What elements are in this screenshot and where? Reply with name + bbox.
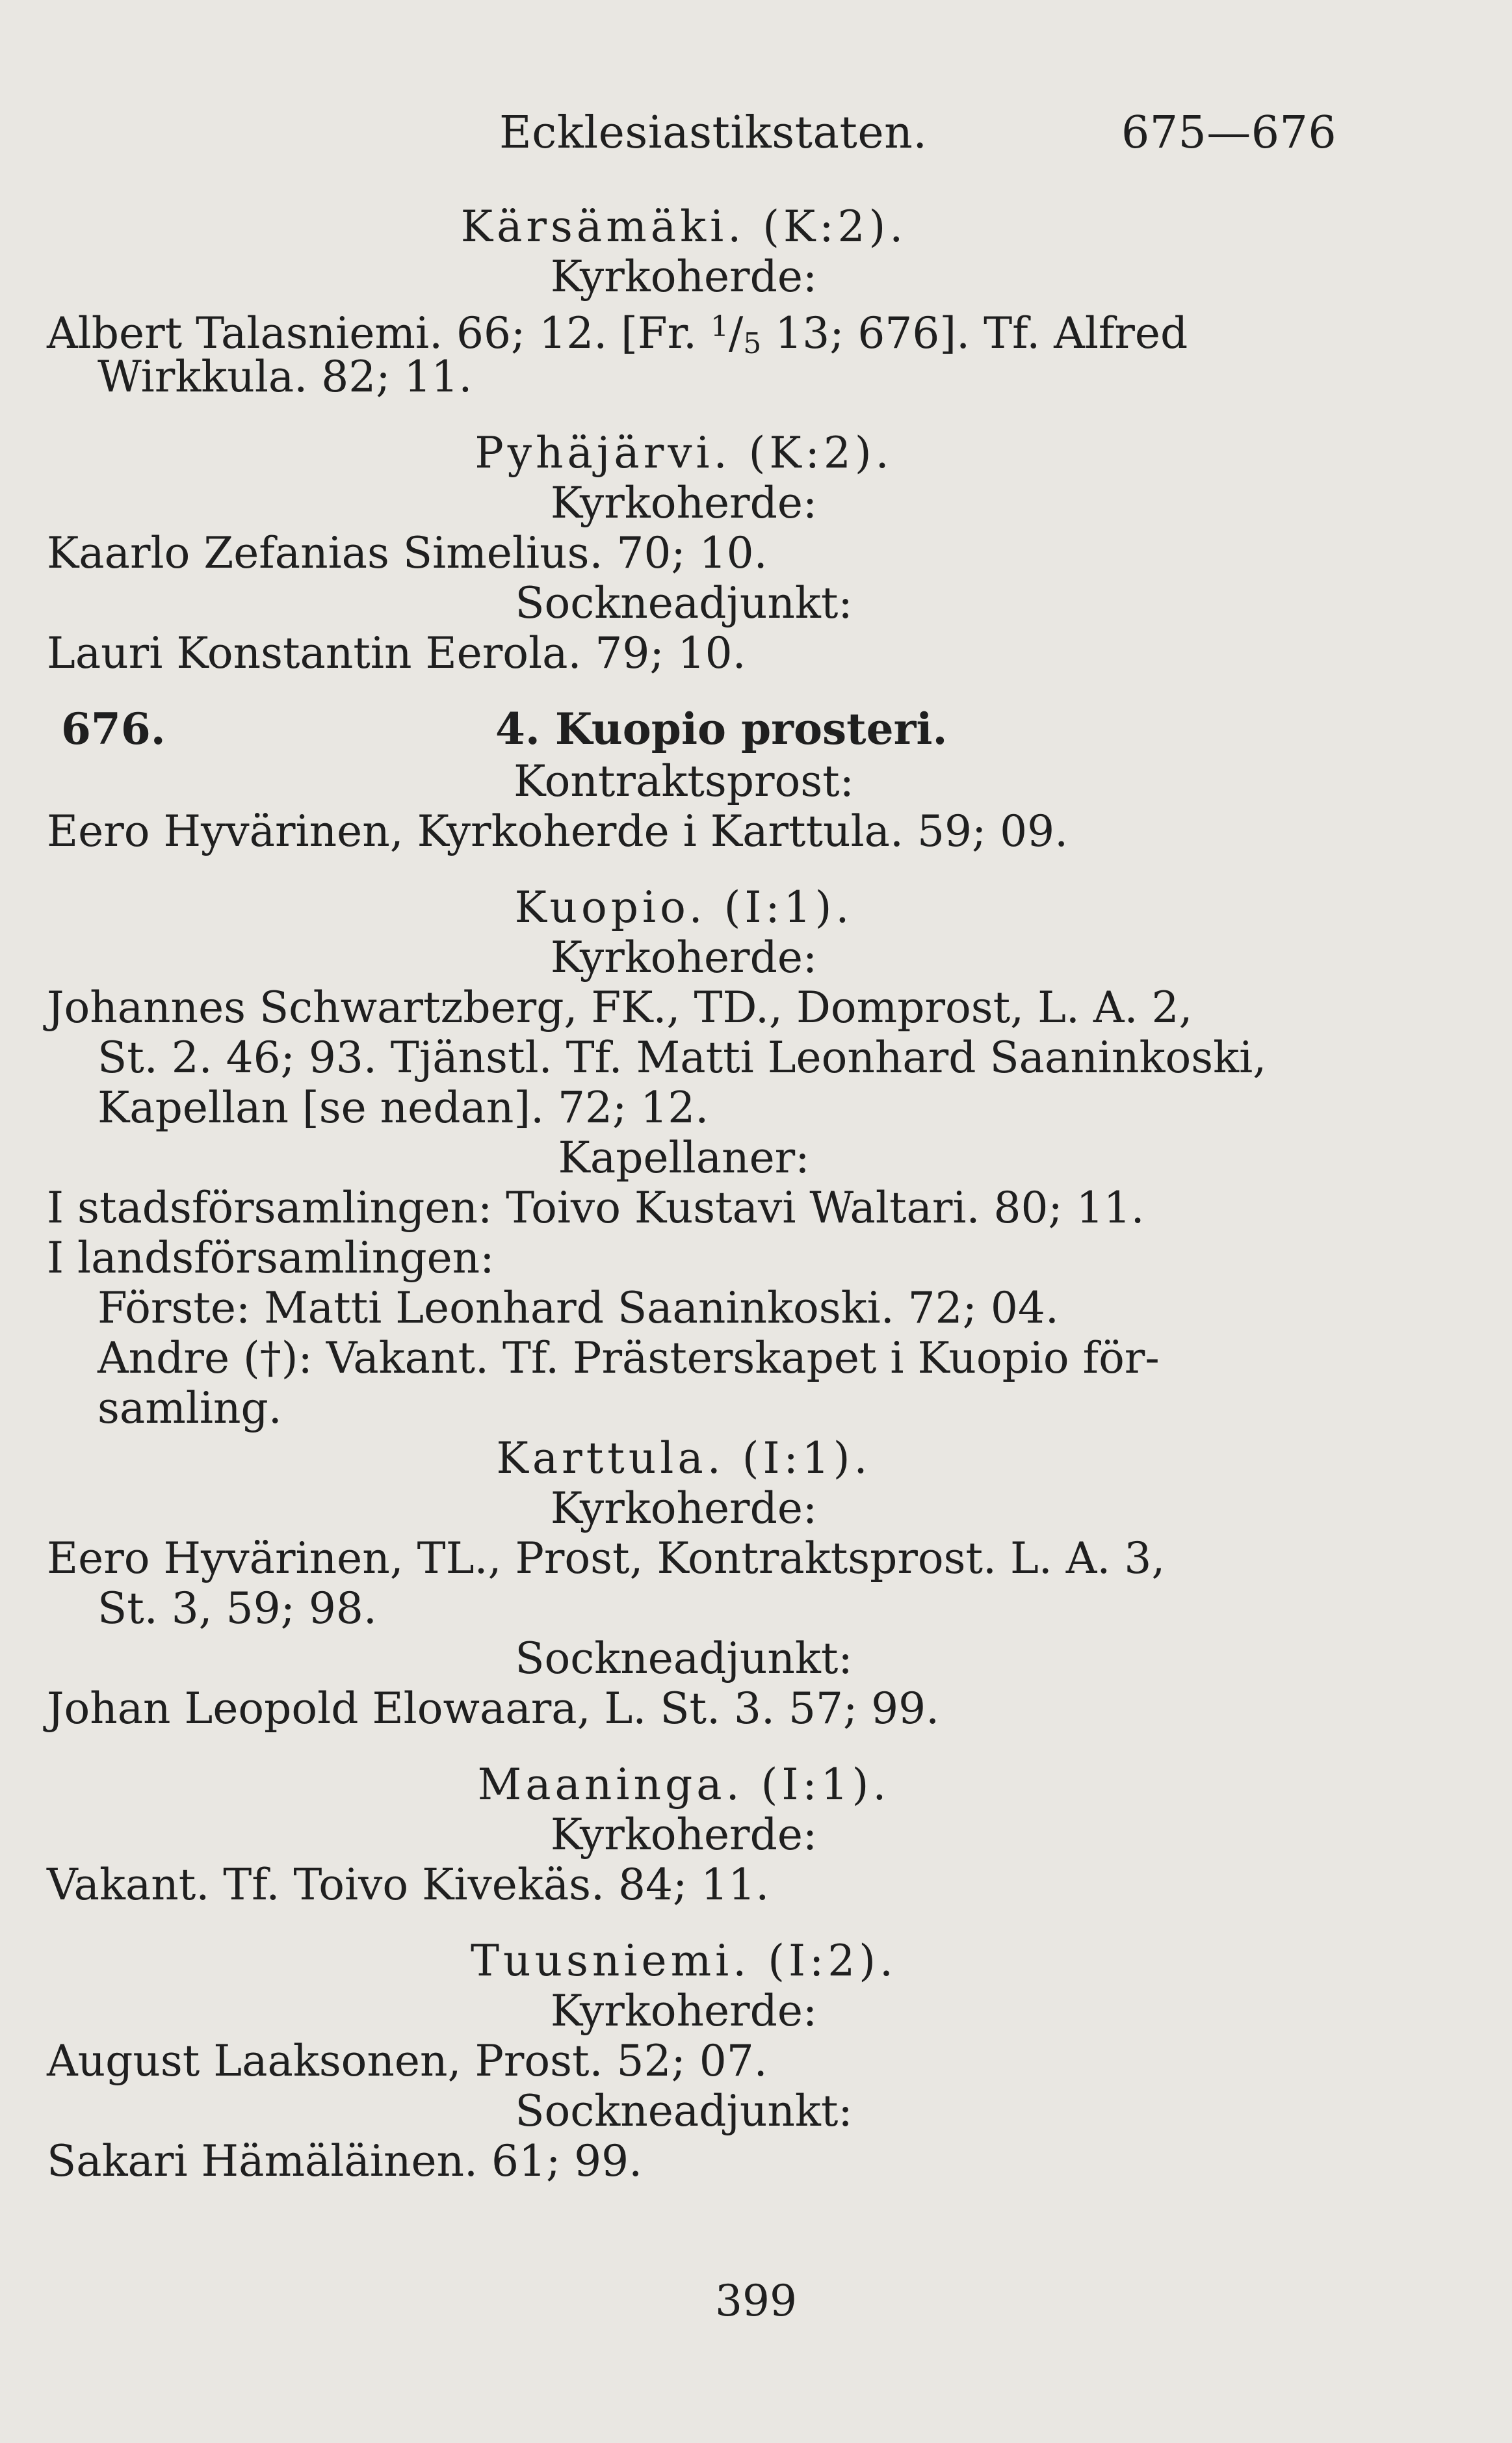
parish-heading-karsamaki: Kärsämäki. (K:2). [460, 202, 907, 252]
running-header-columns: 675—676 [1121, 107, 1337, 159]
role-heading: Kontraktsprost: [514, 756, 854, 806]
entry-line: Johannes Schwartzberg, FK., TD., Domprost, L. A. 2, [47, 983, 1193, 1033]
fraction-numerator: 1 [710, 310, 729, 343]
entry-line: Sakari Hämäläinen. 61; 99. [47, 2136, 643, 2186]
entry-line: August Laaksonen, Prost. 52; 07. [47, 2036, 768, 2086]
role-heading: Kyrkoherde: [550, 1986, 818, 2036]
parish-heading-tuusniemi: Tuusniemi. (I:2). [470, 1936, 897, 1986]
role-heading: Sockneadjunkt: [515, 2086, 853, 2136]
entry-line: St. 2. 46; 93. Tjänstl. Tf. Matti Leonhard Saaninkoski, [98, 1033, 1267, 1083]
entry-line: I landsförsamlingen: [47, 1233, 495, 1283]
parish-heading-kuopio: Kuopio. (I:1). [514, 882, 854, 932]
role-heading: Sockneadjunkt: [515, 578, 853, 628]
section-heading [47, 704, 1321, 756]
entry-line: Eero Hyvärinen, TL., Prost, Kontraktsprost. L. A. 3, [47, 1533, 1166, 1583]
entry-line: Wirkkula. 82; 11. [98, 352, 473, 402]
parish-heading-maaninga: Maaninga. (I:1). [477, 1760, 891, 1810]
entry-text: 13; 676]. Tf. Alfred [761, 308, 1188, 358]
entry-line: samling. [98, 1383, 282, 1433]
entry-text: Albert Talasniemi. 66; 12. [Fr. [47, 308, 710, 358]
role-heading: Kyrkoherde: [550, 478, 818, 528]
role-heading: Kapellaner: [558, 1133, 810, 1183]
entry-line: Vakant. Tf. Toivo Kivekäs. 84; 11. [47, 1860, 770, 1910]
role-heading: Sockneadjunkt: [515, 1633, 853, 1684]
page-number: 399 [715, 2276, 797, 2326]
entry-line: Lauri Konstantin Eerola. 79; 10. [47, 628, 746, 678]
entry-line: Johan Leopold Elowaara, L. St. 3. 57; 99. [47, 1684, 940, 1734]
role-heading: Kyrkoherde: [550, 932, 818, 983]
entry-line: I stadsförsamlingen: Toivo Kustavi Waltari. 80; 11. [47, 1183, 1145, 1233]
role-heading: Kyrkoherde: [550, 252, 818, 302]
running-header-title: Ecklesiastikstaten. [499, 107, 928, 159]
role-heading: Kyrkoherde: [550, 1483, 818, 1533]
entry-line: Kapellan [se nedan]. 72; 12. [98, 1083, 709, 1133]
entry-line: Eero Hyvärinen, Kyrkoherde i Karttula. 59; 09. [47, 806, 1069, 856]
parish-heading-karttula: Karttula. (I:1). [496, 1433, 872, 1483]
parish-heading-pyhajarvi: Pyhäjärvi. (K:2). [475, 428, 893, 478]
page-body [47, 202, 1321, 2186]
fraction-slash: / [728, 308, 744, 358]
role-heading: Kyrkoherde: [550, 1810, 818, 1860]
section-number: 676. [61, 704, 166, 754]
entry-line: Kaarlo Zefanias Simelius. 70; 10. [47, 528, 768, 578]
entry-line: St. 3, 59; 98. [98, 1583, 377, 1633]
fraction-denominator: 5 [743, 327, 762, 360]
entry-line [47, 302, 1321, 360]
section-title: 4. Kuopio prosteri. [495, 704, 948, 754]
entry-line: Andre (†): Vakant. Tf. Prästerskapet i Kuopio för- [98, 1333, 1160, 1383]
entry-line: Förste: Matti Leonhard Saaninkoski. 72; 04. [98, 1283, 1059, 1333]
